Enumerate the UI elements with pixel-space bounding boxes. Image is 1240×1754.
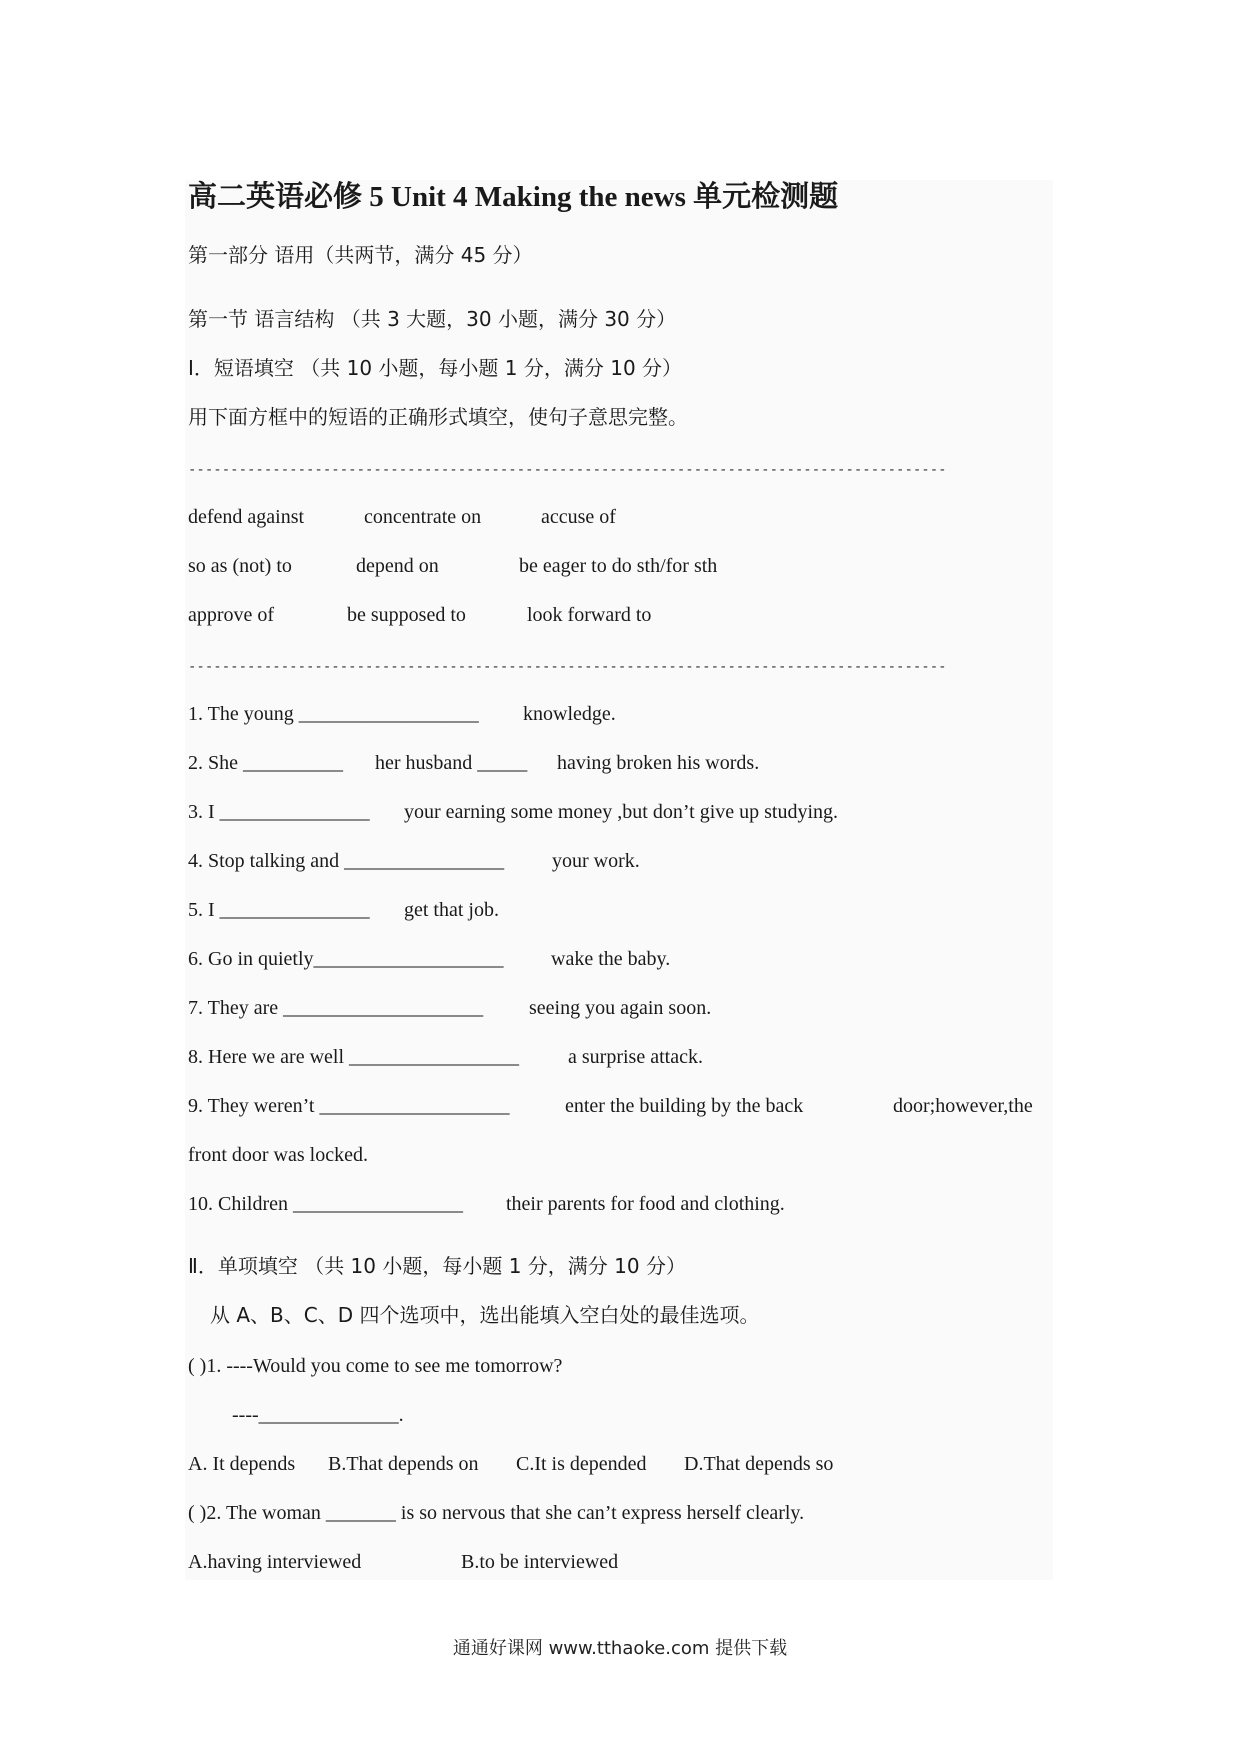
- phrase: concentrate on: [364, 506, 482, 528]
- section-one-heading: 第一节 语言结构 （共 3 大题，30 小题，满分 30 分）: [188, 307, 677, 331]
- option-a: A.having interviewed: [188, 1551, 362, 1573]
- section-i-heading: Ⅰ．短语填空 （共 10 小题，每小题 1 分，满分 10 分）: [188, 356, 683, 380]
- mc-question-2: ( )2. The woman _______ is so nervous that she can’t express herself clearly.: [188, 1502, 805, 1524]
- phrase: so as (not) to: [188, 555, 292, 577]
- phrase: be eager to do sth/for sth: [519, 555, 718, 577]
- option-c: C.It is depended: [516, 1453, 647, 1475]
- section-i-instruction: 用下面方框中的短语的正确形式填空，使句子意思完整。: [188, 405, 688, 429]
- phrase: be supposed to: [347, 604, 466, 626]
- section-ii-heading: Ⅱ．单项填空 （共 10 小题，每小题 1 分，满分 10 分）: [188, 1254, 686, 1278]
- phrase: approve of: [188, 604, 275, 626]
- page-footer: 通通好课网 www.tthaoke.com 提供下载: [452, 1638, 788, 1659]
- phrase: depend on: [356, 555, 439, 577]
- phrase: accuse of: [541, 506, 616, 528]
- phrase-box-bottom-divider: ------------------------------------------------------------------------------------------: [188, 659, 947, 675]
- mc-question-1-answer: ----______________.: [232, 1404, 404, 1426]
- mc-question-1: ( )1. ----Would you come to see me tomorrow?: [188, 1355, 563, 1377]
- option-d: D.That depends so: [684, 1453, 834, 1475]
- phrase-box-top-divider: ------------------------------------------------------------------------------------------: [188, 462, 947, 478]
- part-one-heading: 第一部分 语用（共两节，满分 45 分）: [188, 243, 533, 267]
- option-b: B.to be interviewed: [461, 1551, 619, 1573]
- phrase: look forward to: [527, 604, 652, 626]
- section-ii-instruction: 从 A、B、C、D 四个选项中，选出能填入空白处的最佳选项。: [210, 1303, 760, 1327]
- page-title: 高二英语必修 5 Unit 4 Making the news 单元检测题: [188, 181, 839, 213]
- option-a: A. It depends: [188, 1453, 296, 1475]
- option-b: B.That depends on: [328, 1453, 479, 1475]
- phrase: defend against: [188, 506, 305, 528]
